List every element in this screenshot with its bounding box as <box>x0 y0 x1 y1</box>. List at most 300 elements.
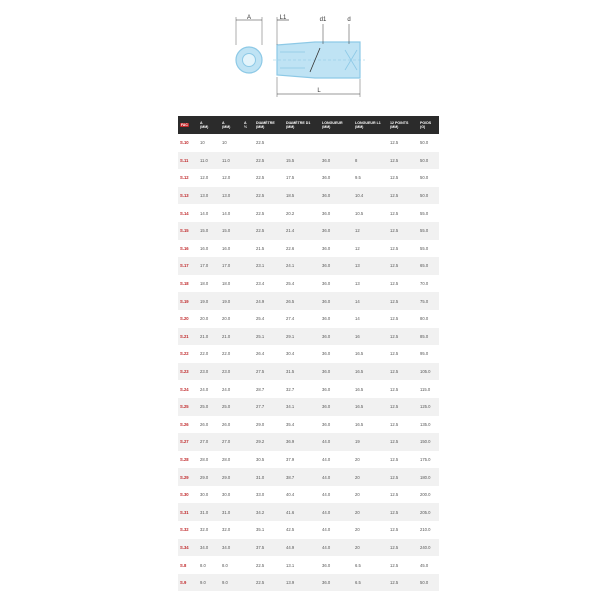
table-cell: 22.5 <box>256 140 265 146</box>
table-cell: 30.4 <box>286 351 295 357</box>
table-cell <box>242 345 254 363</box>
table-cell: 36.0 <box>322 245 331 251</box>
table-cell: 36.0 <box>320 257 353 275</box>
reference-cell: S.30 <box>180 492 189 498</box>
table-cell: 70.0 <box>420 281 429 287</box>
table-cell: 135.0 <box>420 421 431 427</box>
table-cell: 44.0 <box>320 433 353 451</box>
table-cell: 19.0 <box>198 292 220 310</box>
table-cell: 19.0 <box>220 292 242 310</box>
table-cell: 40.4 <box>286 492 295 498</box>
table-row <box>178 152 439 170</box>
reference-cell: S.31 <box>178 503 198 521</box>
table-cell: 17.0 <box>198 257 220 275</box>
table-cell: 36.0 <box>320 363 353 381</box>
table-cell: 13.9 <box>284 574 320 592</box>
table-cell: 23.0 <box>198 363 220 381</box>
table-cell: 37.5 <box>254 539 284 557</box>
table-cell: 36.0 <box>322 421 331 427</box>
table-cell: 30.0 <box>222 492 231 498</box>
table-header-row <box>178 116 439 134</box>
table-cell <box>242 328 254 346</box>
table-cell: 27.7 <box>254 398 284 416</box>
table-cell: 30.0 <box>200 492 209 498</box>
table-row <box>178 521 439 539</box>
table-cell: 50.0 <box>418 187 439 205</box>
table-cell: 29.0 <box>256 421 265 427</box>
dim-l-label: L <box>317 88 321 94</box>
table-cell: 12.5 <box>388 433 418 451</box>
table-cell: 20 <box>355 527 360 533</box>
table-cell: 36.0 <box>320 187 353 205</box>
table-cell: 9.0 <box>198 574 220 592</box>
table-cell: 8.0 <box>200 562 206 568</box>
table-cell: 26.4 <box>256 351 265 357</box>
table-row <box>178 451 439 469</box>
table-cell: 31.0 <box>198 503 220 521</box>
table-cell: 50.0 <box>418 574 439 592</box>
table-row <box>178 433 439 451</box>
table-cell: 13.0 <box>220 187 242 205</box>
table-cell: 95.0 <box>420 351 429 357</box>
table-cell: 34.1 <box>284 398 320 416</box>
table-cell: 36.0 <box>322 351 331 357</box>
table-cell: 22.0 <box>222 351 231 357</box>
table-cell: 12.5 <box>388 152 418 170</box>
table-cell: 20 <box>353 468 388 486</box>
table-cell <box>242 574 254 592</box>
table-cell: 22.5 <box>256 210 265 216</box>
table-cell: 29.1 <box>284 328 320 346</box>
table-cell <box>242 187 254 205</box>
brand-logo: FAC <box>181 122 188 127</box>
dim-d1-label: d1 <box>319 17 327 23</box>
reference-cell: S.20 <box>180 316 189 322</box>
table-cell: 180.0 <box>418 468 439 486</box>
dim-d-label: d <box>347 17 351 23</box>
reference-cell: S.18 <box>180 281 189 287</box>
reference-cell: S.23 <box>178 363 198 381</box>
table-cell: 12.5 <box>388 292 418 310</box>
reference-cell: S.16 <box>180 245 189 251</box>
table-cell: 44.0 <box>320 539 353 557</box>
table-cell: 210.0 <box>420 527 431 533</box>
header-cell: POIDS (G) <box>418 116 439 134</box>
table-cell: 36.0 <box>322 316 331 322</box>
table-row <box>178 503 439 521</box>
table-cell: 15.5 <box>284 152 320 170</box>
header-cell: A ½ <box>242 116 254 134</box>
table-cell: 20 <box>353 503 388 521</box>
table-row <box>178 275 439 293</box>
table-cell: 25.4 <box>256 316 265 322</box>
table-cell: 85.0 <box>418 328 439 346</box>
table-cell: 125.0 <box>418 398 439 416</box>
reference-cell: S.27 <box>178 433 198 451</box>
table-cell: 28.0 <box>200 456 209 462</box>
table-cell: 27.4 <box>286 316 295 322</box>
table-cell: 12.5 <box>388 398 418 416</box>
table-cell: 12.5 <box>390 140 399 146</box>
table-cell <box>242 222 254 240</box>
table-cell <box>242 134 254 152</box>
reference-cell: S.17 <box>178 257 198 275</box>
table-cell: 150.0 <box>418 433 439 451</box>
header-cell: DIAMÈTRE D1 (MM) <box>284 116 320 134</box>
table-cell <box>242 521 254 539</box>
table-cell: 17.0 <box>220 257 242 275</box>
table-cell: 32.7 <box>286 386 295 392</box>
table-cell: 12.5 <box>390 281 399 287</box>
table-cell: 50.0 <box>420 140 429 146</box>
table-cell: 34.0 <box>198 539 220 557</box>
table-cell: 22.5 <box>254 152 284 170</box>
table-cell <box>242 451 254 469</box>
reference-cell: S.24 <box>180 386 189 392</box>
table-cell: 16.0 <box>222 245 231 251</box>
socket-diagram <box>225 12 375 102</box>
table-cell: 36.0 <box>320 222 353 240</box>
table-cell: 41.6 <box>284 503 320 521</box>
table-cell <box>242 169 254 187</box>
table-row <box>178 574 439 592</box>
table-cell: 12.5 <box>388 363 418 381</box>
table-cell: 44.0 <box>322 456 331 462</box>
table-cell: 24.0 <box>222 386 231 392</box>
table-row <box>178 556 439 574</box>
table-cell: 13 <box>355 281 360 287</box>
table-cell: 12.5 <box>388 468 418 486</box>
table-cell: 36.0 <box>322 175 331 181</box>
table-cell: 22.5 <box>254 574 284 592</box>
reference-cell: S.8 <box>180 562 187 568</box>
table-cell: 65.0 <box>418 257 439 275</box>
table-cell: 36.0 <box>320 328 353 346</box>
table-cell: 44.0 <box>320 468 353 486</box>
header-cell: DIAMÈTRE (MM) <box>254 116 284 134</box>
table-cell: 36.0 <box>322 281 331 287</box>
table-cell <box>242 363 254 381</box>
table-cell: 31.5 <box>284 363 320 381</box>
table-cell: 44.9 <box>284 539 320 557</box>
table-cell: 30.5 <box>256 456 265 462</box>
table-cell: 16.5 <box>355 386 364 392</box>
table-cell <box>242 556 254 574</box>
table-row <box>178 134 439 152</box>
table-cell: 17.5 <box>286 175 295 181</box>
table-cell: 24.1 <box>284 257 320 275</box>
table-cell: 36.0 <box>320 574 353 592</box>
table-cell: 27.0 <box>220 433 242 451</box>
table-cell: 20.2 <box>286 210 295 216</box>
reference-cell: S.19 <box>178 292 198 310</box>
table-cell: 12.5 <box>388 539 418 557</box>
table-cell: 22.0 <box>200 351 209 357</box>
table-cell: 45.0 <box>420 562 429 568</box>
table-cell: 12.5 <box>390 175 399 181</box>
reference-cell: S.11 <box>178 152 198 170</box>
table-cell: 36.0 <box>322 562 331 568</box>
table-cell <box>242 503 254 521</box>
table-row <box>178 204 439 222</box>
table-cell: 20 <box>355 456 360 462</box>
table-cell: 10.5 <box>355 210 364 216</box>
table-cell: 19 <box>353 433 388 451</box>
table-cell: 13.1 <box>286 562 295 568</box>
table-row <box>178 292 439 310</box>
table-body <box>178 134 439 591</box>
table-cell: 8.0 <box>222 562 228 568</box>
table-row <box>178 468 439 486</box>
table-cell: 200.0 <box>420 492 431 498</box>
table-cell: 80.0 <box>420 316 429 322</box>
table-cell: 13.0 <box>198 187 220 205</box>
table-row <box>178 222 439 240</box>
table-cell: 36.0 <box>320 292 353 310</box>
table-cell <box>242 380 254 398</box>
table-cell: 26.0 <box>222 421 231 427</box>
table-cell <box>320 134 353 152</box>
table-cell: 55.0 <box>418 222 439 240</box>
table-cell: 12.5 <box>390 316 399 322</box>
table-row <box>178 539 439 557</box>
table-cell: 12.5 <box>390 245 399 251</box>
socket-end-view-bore <box>243 54 256 67</box>
table-cell: 12.5 <box>390 492 399 498</box>
table-cell: 21.5 <box>256 245 265 251</box>
reference-cell: S.22 <box>180 351 189 357</box>
table-cell: 12.0 <box>222 175 231 181</box>
table-cell: 23.4 <box>256 281 265 287</box>
table-cell <box>353 134 388 152</box>
table-cell: 12.5 <box>390 527 399 533</box>
table-cell: 12.5 <box>388 574 418 592</box>
table-cell: 12.5 <box>390 386 399 392</box>
reference-cell: S.13 <box>178 187 198 205</box>
reference-cell: S.29 <box>178 468 198 486</box>
table-cell: 6.5 <box>355 562 361 568</box>
reference-cell: S.9 <box>178 574 198 592</box>
table-cell: 16.5 <box>355 421 364 427</box>
table-row <box>178 187 439 205</box>
table-cell: 20 <box>353 539 388 557</box>
table-cell: 6.5 <box>353 574 388 592</box>
table-cell: 29.0 <box>198 468 220 486</box>
reference-cell: S.25 <box>178 398 198 416</box>
table-cell: 34.0 <box>220 539 242 557</box>
header-cell: A (MM) <box>198 116 220 134</box>
table-cell <box>242 310 254 328</box>
table-cell: 27.5 <box>254 363 284 381</box>
table-cell: 12.5 <box>390 456 399 462</box>
table-cell <box>242 539 254 557</box>
table-cell: 240.0 <box>418 539 439 557</box>
table-cell: 24.0 <box>200 386 209 392</box>
table-cell <box>242 433 254 451</box>
table-cell <box>242 486 254 504</box>
table-cell: 34.2 <box>254 503 284 521</box>
reference-cell: S.21 <box>178 328 198 346</box>
table-cell: 12.5 <box>388 187 418 205</box>
table-cell: 21.4 <box>284 222 320 240</box>
table-cell: 31.0 <box>220 503 242 521</box>
table-cell: 36.0 <box>320 152 353 170</box>
table-cell: 105.0 <box>418 363 439 381</box>
table-row <box>178 310 439 328</box>
table-cell <box>242 240 254 258</box>
table-cell: 25.0 <box>220 398 242 416</box>
table-cell: 9.0 <box>220 574 242 592</box>
table-cell: 29.2 <box>254 433 284 451</box>
table-cell: 10 <box>222 140 227 146</box>
table-row <box>178 398 439 416</box>
table-cell: 21.0 <box>220 328 242 346</box>
header-logo <box>178 116 198 134</box>
table-cell <box>242 292 254 310</box>
table-cell: 36.0 <box>322 386 331 392</box>
table-cell: 27.0 <box>198 433 220 451</box>
table-cell <box>242 416 254 434</box>
table-cell: 22.5 <box>256 175 265 181</box>
table-cell: 21.0 <box>198 328 220 346</box>
table-cell: 16 <box>353 328 388 346</box>
table-cell: 35.4 <box>286 421 295 427</box>
table-cell: 12.5 <box>390 210 399 216</box>
table-cell: 11.0 <box>198 152 220 170</box>
table-cell: 10.4 <box>353 187 388 205</box>
table-cell: 13 <box>353 257 388 275</box>
table-row <box>178 486 439 504</box>
table-cell: 37.9 <box>286 456 295 462</box>
table-cell <box>242 152 254 170</box>
table-cell: 12.5 <box>388 222 418 240</box>
table-cell: 12.5 <box>388 503 418 521</box>
reference-cell: S.15 <box>178 222 198 240</box>
table-cell: 14 <box>355 316 360 322</box>
table-cell <box>242 257 254 275</box>
table-cell: 55.0 <box>420 245 429 251</box>
table-cell: 15.0 <box>220 222 242 240</box>
table-cell: 28.0 <box>222 456 231 462</box>
table-cell: 20 <box>355 492 360 498</box>
table-cell: 50.0 <box>420 175 429 181</box>
reference-cell: S.14 <box>180 210 189 216</box>
table-cell: 22.5 <box>254 187 284 205</box>
header-cell: LONGUEUR L1 (MM) <box>353 116 388 134</box>
table-cell: 22.5 <box>254 222 284 240</box>
table-cell: 44.0 <box>320 503 353 521</box>
table-cell: 18.5 <box>284 187 320 205</box>
dim-l1-label: L1 <box>279 15 287 21</box>
table-cell: 33.0 <box>256 492 265 498</box>
table-cell: 24.9 <box>254 292 284 310</box>
table-cell: 44.0 <box>322 527 331 533</box>
table-cell: 12.0 <box>200 175 209 181</box>
table-cell: 32.0 <box>200 527 209 533</box>
table-cell: 36.9 <box>284 433 320 451</box>
table-cell: 12 <box>355 245 360 251</box>
table-cell: 44.0 <box>322 492 331 498</box>
table-cell: 16.5 <box>355 351 364 357</box>
table-cell: 115.0 <box>420 386 431 392</box>
table-cell: 16.5 <box>353 398 388 416</box>
reference-cell: S.10 <box>180 140 189 146</box>
table-cell: 22.6 <box>286 245 295 251</box>
table-cell: 20.0 <box>222 316 231 322</box>
table-row <box>178 169 439 187</box>
table-row <box>178 345 439 363</box>
reference-cell: S.12 <box>180 175 189 181</box>
table-cell: 20.0 <box>200 316 209 322</box>
table-cell: 205.0 <box>418 503 439 521</box>
table-cell: 25.1 <box>254 328 284 346</box>
table-cell: 12 <box>353 222 388 240</box>
table-cell: 23.0 <box>220 363 242 381</box>
table-cell: 14 <box>353 292 388 310</box>
reference-cell: S.32 <box>180 527 189 533</box>
reference-cell: S.28 <box>180 456 189 462</box>
table-row <box>178 380 439 398</box>
table-cell: 12.5 <box>388 257 418 275</box>
table-cell: 75.0 <box>418 292 439 310</box>
table-cell <box>284 134 320 152</box>
table-cell: 15.0 <box>198 222 220 240</box>
table-cell: 18.0 <box>200 281 209 287</box>
table-cell: 12.5 <box>388 328 418 346</box>
table-cell: 10 <box>200 140 205 146</box>
table-cell <box>242 468 254 486</box>
table-cell <box>242 204 254 222</box>
table-cell: 8 <box>353 152 388 170</box>
table-cell: 23.1 <box>254 257 284 275</box>
table-cell <box>242 398 254 416</box>
table-cell: 26.0 <box>200 421 209 427</box>
table-row <box>178 416 439 434</box>
table-cell: 14.0 <box>200 210 209 216</box>
reference-cell: S.34 <box>178 539 198 557</box>
table-cell: 26.5 <box>284 292 320 310</box>
table-cell <box>242 275 254 293</box>
header-cell: LONGUEUR (MM) <box>320 116 353 134</box>
header-cell: 12 POINTS (MM) <box>388 116 418 134</box>
table-cell: 29.0 <box>220 468 242 486</box>
table-cell: 36.0 <box>320 398 353 416</box>
reference-cell: S.26 <box>180 421 189 427</box>
table-cell: 22.5 <box>256 562 265 568</box>
table-cell: 55.0 <box>420 210 429 216</box>
table-cell: 42.5 <box>286 527 295 533</box>
table-cell: 25.4 <box>286 281 295 287</box>
table-cell: 25.0 <box>198 398 220 416</box>
table-row <box>178 257 439 275</box>
table-cell: 18.0 <box>222 281 231 287</box>
table-cell: 11.0 <box>220 152 242 170</box>
table-cell: 35.1 <box>256 527 265 533</box>
table-cell: 9.5 <box>355 175 361 181</box>
table-row <box>178 328 439 346</box>
dim-a-label: A <box>246 15 252 21</box>
table-row <box>178 240 439 258</box>
table-cell: 28.7 <box>256 386 265 392</box>
table-cell: 14.0 <box>222 210 231 216</box>
table-cell: 31.0 <box>254 468 284 486</box>
table-cell: 36.0 <box>322 210 331 216</box>
header-cell: A (MM) <box>220 116 242 134</box>
table-cell: 175.0 <box>420 456 431 462</box>
table-cell: 38.7 <box>284 468 320 486</box>
table-cell: 16.0 <box>200 245 209 251</box>
table-cell: 16.5 <box>353 363 388 381</box>
